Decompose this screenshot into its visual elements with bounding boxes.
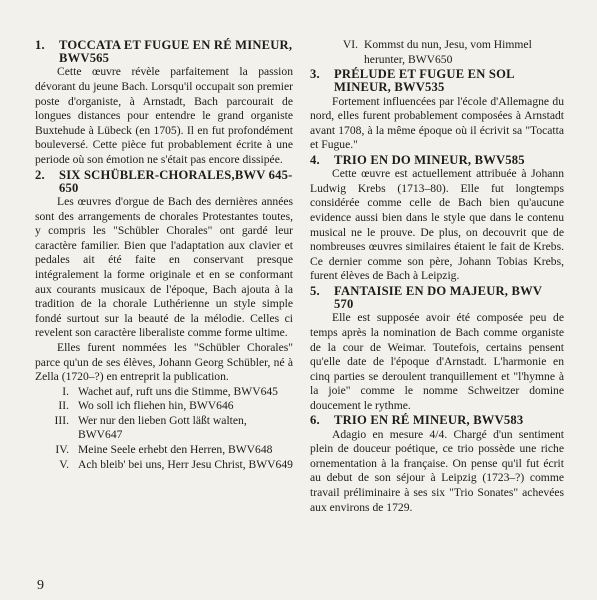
list-item: II. Wo soll ich fliehen hin, BWV646 (58, 399, 234, 413)
list-item: V. Ach bleib' bei uns, Herr Jesu Christ, BWV649 (59, 457, 293, 471)
section-text-1: Cette œuvre révèle parfaitement la passion dévorant du jeune Bach. Lorsqu'il occupait son premier poste d'organiste, à Arnstadt, Bach parcourait de longues distances pour entendre le grand organiste Buxtehude à Lübeck (en 1705). Il en fut profondément bouleversé. Cette pièce fut probablement écrite à une periode où son émotion ne s'était pas encore dissipée. (35, 65, 293, 166)
list-item: IV. Meine Seele erhebt den Herren, BWV648 (55, 443, 273, 457)
list-item: VI. Kommst du nun, Jesu, vom Himmel herunter, BWV650 (342, 38, 532, 66)
section-text-6: Adagio en mesure 4/4. Chargé d'un sentiment plein de douceur poétique, ce trio possède une riche ornementation à la française. On pense qu'il fut écrit au debut de son séjour à Leipzig (1723–?) comme travail préliminaire à ses six "Trio Sonates" achevées aux environs de 1729. (310, 427, 564, 514)
section-heading-1: 1. TOCCATA ET FUGUE EN RÉ MINEUR, BWV565 (35, 38, 293, 66)
section-heading-6: 6. TRIO EN RÉ MINEUR, BWV583 (310, 413, 524, 428)
section-heading-5: 5. FANTAISIE EN DO MAJEUR, BWV 570 (310, 283, 542, 312)
left-column (35, 38, 293, 472)
right-column (310, 38, 564, 515)
section-heading-3: 3. PRÉLUDE ET FUGUE EN SOL MINEUR, BWV535 (310, 67, 515, 95)
list-item: III. Wer nur den lieben Gott läßt walten, BWV647 (54, 413, 247, 442)
section-text-4: Cette œuvre est actuellement attribuée à Johann Ludwig Krebs (1713–80). Elle fut longtemps considérée comme celle de Bach bien qu'aucune evidence aussi bien dans le style que dans le contenu musical ne le prouve. De plus, on decouvrit que de nombreuses œuvres similaires étaient le fait de Krebs. Ce dernier comme son père, Johann Tobias Krebs, furent élèves de Bach à Leipzig. (310, 167, 564, 283)
section-text-3: Fortement influencées par l'école d'Allemagne du nord, elles furent probablement composées à Arnstadt avant 1708, à la même époque où il écrivit sa "Tocatta et Fugue." (310, 94, 564, 152)
section-text-5: Elle est supposée avoir été composée peu de temps après la nomination de Bach comme organiste de la cour de Weimar. Toutefois, certains pensent qu'elle date de l'époque d'Arnstadt. L'harmonie en cinq parties se deroulent tranquillement et "l'hymne à la joie" comme le nomme Schweitzer domine doucement le rythme. (310, 311, 564, 412)
page-number: 9 (37, 578, 44, 593)
chorale-list (35, 385, 293, 473)
list-item: I. Wachet auf, ruft uns die Stimme, BWV645 (62, 384, 278, 398)
section-text-2b: Elles furent nommées les "Schübler Chorales" parce qu'un de ses élèves, Johann Georg Schübler, né à Zella (1720–?) en entreprit la publication. (35, 340, 293, 384)
section-heading-4: 4. TRIO EN DO MINEUR, BWV585 (310, 152, 525, 167)
section-text-2a: Les œuvres d'orgue de Bach des dernières années sont des arrangements de chorales Protestantes toutes, y compris les "Schübler Chorales" ont gardé leur caractère familier. Bien que l'adaptation aux clavier et pedales ait été faite en conservant presque intégralement la forme originale et en se conformant aux courants musicaux de l'époque, Bach ajouta à la tradition de la chorale Luthérienne un style simple fondé surtout sur la beauté de la mélodie. Celles ci revelent son caractère liberaliste comme forme ultime. (35, 194, 293, 340)
section-heading-2: 2. SIX SCHÜBLER-CHORALES,BWV 645-650 (35, 167, 293, 195)
